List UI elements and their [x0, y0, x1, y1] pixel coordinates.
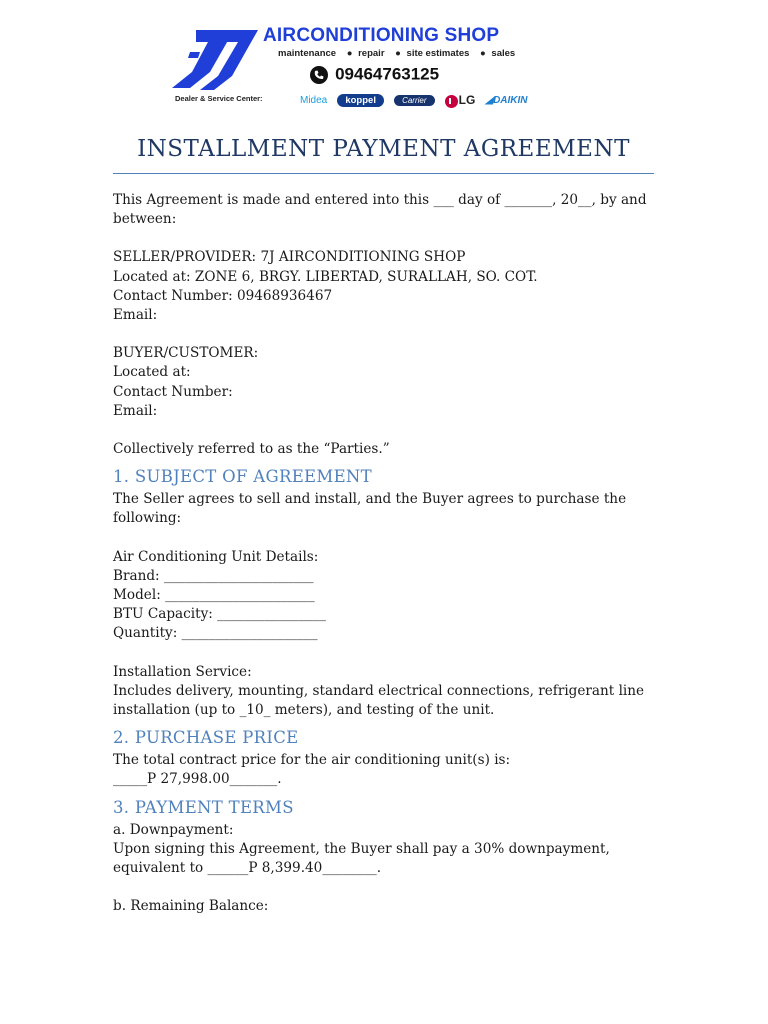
daikin-logo-text: DAIKIN — [493, 95, 528, 106]
buyer-line: BUYER/CUSTOMER: — [113, 345, 259, 362]
title-underline — [113, 173, 654, 174]
phone-icon — [310, 66, 328, 84]
service-item: maintenance — [278, 48, 337, 59]
installation-text: Includes delivery, mounting, standard electrical connections, refrigerant line installation (up to _10_ meters), and testing of the unit. — [113, 682, 645, 719]
lg-logo-text: LG — [458, 93, 476, 108]
buyer-contact: Contact Number: — [113, 383, 233, 400]
intro-paragraph: This Agreement is made and entered into this ___ day of _______, 20__, by and between: — [113, 192, 647, 228]
unit-details-label: Air Conditioning Unit Details: — [113, 548, 319, 565]
services-list — [278, 48, 523, 59]
service-item: sales — [491, 48, 516, 59]
bullet-icon: ● — [480, 48, 486, 59]
brand-field: Brand: ______________________ — [113, 567, 314, 584]
downpayment-text: Upon signing this Agreement, the Buyer shall pay a 30% downpayment, equivalent to ______P 8,399.40________. — [113, 840, 610, 877]
lg-logo — [445, 93, 476, 107]
seller-contact: Contact Number: 09468936467 — [113, 287, 333, 304]
section-text: The total contract price for the air conditioning unit(s) is: — [113, 752, 511, 769]
downpayment-label: a. Downpayment: — [113, 821, 234, 838]
agreement-body — [113, 191, 658, 916]
shop-phone — [310, 64, 439, 85]
installation-label: Installation Service: — [113, 663, 252, 680]
koppel-logo: koppel — [337, 94, 384, 107]
quantity-field: Quantity: ____________________ — [113, 625, 318, 642]
service-item: repair — [358, 48, 385, 59]
parties-note: Collectively referred to as the “Parties.” — [113, 441, 390, 458]
phone-number: 09464763125 — [335, 64, 440, 84]
dealer-label: Dealer & Service Center: — [175, 94, 263, 103]
section-heading: 1. SUBJECT OF AGREEMENT — [113, 467, 372, 487]
buyer-email: Email: — [113, 402, 158, 419]
buyer-address: Located at: — [113, 364, 191, 381]
shop-name: AIRCONDITIONING SHOP — [263, 25, 500, 46]
section-text: The Seller agrees to sell and install, and the Buyer agrees to purchase the following: — [113, 491, 627, 527]
remaining-balance-label: b. Remaining Balance: — [113, 898, 269, 915]
document-title: INSTALLMENT PAYMENT AGREEMENT — [137, 136, 630, 162]
bullet-icon: ● — [346, 48, 353, 59]
seller-address: Located at: ZONE 6, BRGY. LIBERTAD, SURALLAH, SO. COT. — [113, 268, 538, 285]
btu-field: BTU Capacity: ________________ — [113, 606, 326, 623]
carrier-logo: Carrier — [394, 95, 434, 106]
seller-line: SELLER/PROVIDER: 7J AIRCONDITIONING SHOP — [113, 249, 466, 266]
section-heading: 2. PURCHASE PRICE — [113, 728, 299, 748]
section-heading: 3. PAYMENT TERMS — [113, 797, 294, 817]
bullet-icon: ● — [395, 48, 401, 59]
company-logo — [170, 28, 260, 92]
brand-logos — [300, 90, 533, 106]
model-field: Model: ______________________ — [113, 587, 315, 604]
service-item: site estimates — [406, 48, 470, 59]
daikin-logo — [485, 95, 527, 106]
price-line: _____P 27,998.00_______. — [113, 771, 282, 788]
daikin-triangle-icon: ◢ — [485, 95, 494, 106]
lg-circle-icon — [445, 95, 458, 108]
seller-email: Email: — [113, 307, 158, 324]
midea-logo: Midea — [300, 95, 328, 106]
